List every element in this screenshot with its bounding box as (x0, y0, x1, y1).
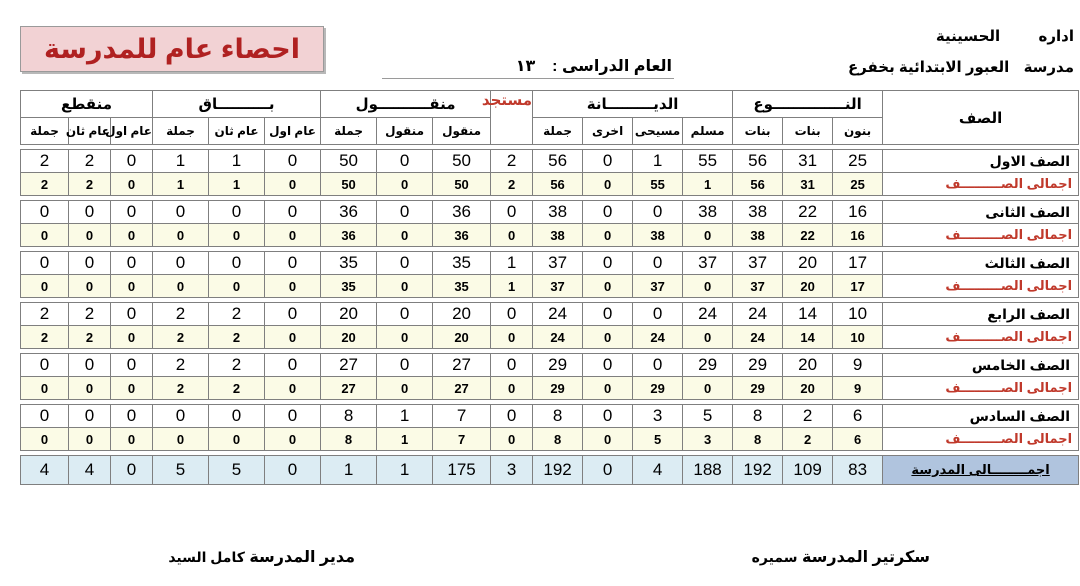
table-cell: 50 (433, 150, 491, 173)
table-cell: 0 (21, 252, 69, 275)
table-cell: 29 (533, 377, 583, 400)
table-cell: 37 (633, 275, 683, 298)
table-cell: 0 (491, 377, 533, 400)
grade-row (21, 201, 1079, 224)
table-cell: 2 (491, 150, 533, 173)
table-cell: 0 (265, 275, 321, 298)
grand-cell: 0 (111, 456, 153, 485)
year-label: العام الدراسى : (552, 58, 672, 75)
table-cell: 0 (491, 354, 533, 377)
table-cell: 0 (683, 275, 733, 298)
table-cell: 0 (209, 405, 265, 428)
table-cell: 9 (833, 377, 883, 400)
table-cell: 0 (265, 224, 321, 247)
sub-header: جملة (153, 118, 209, 145)
grade-name: الصف الاول (883, 150, 1079, 173)
table-cell: 36 (321, 224, 377, 247)
table-cell: 8 (321, 428, 377, 451)
grade-total-label: اجمالى الصـــــــــف (883, 224, 1079, 247)
table-cell: 3 (633, 405, 683, 428)
table-cell: 2 (69, 303, 111, 326)
table-cell: 2 (153, 303, 209, 326)
grand-cell: 109 (783, 456, 833, 485)
table-cell: 0 (377, 201, 433, 224)
grand-cell: 83 (833, 456, 883, 485)
table-cell: 37 (683, 252, 733, 275)
table-cell: 38 (533, 224, 583, 247)
table-cell: 0 (583, 150, 633, 173)
table-cell: 8 (321, 405, 377, 428)
table-cell: 25 (833, 173, 883, 196)
table-cell: 14 (783, 303, 833, 326)
table-cell: 20 (433, 303, 491, 326)
table-cell: 0 (111, 150, 153, 173)
table-cell: 56 (733, 173, 783, 196)
table-cell: 0 (491, 326, 533, 349)
director-signature (168, 547, 355, 567)
sub-header: عام ثان (209, 118, 265, 145)
sub-header: عام ثان (69, 118, 111, 145)
grade-total-row (21, 428, 1079, 451)
table-cell: 0 (583, 354, 633, 377)
sub-header: عام اول (111, 118, 153, 145)
table-cell: 29 (683, 354, 733, 377)
table-cell: 0 (265, 428, 321, 451)
sub-header: منقول (377, 118, 433, 145)
table-cell: 31 (783, 150, 833, 173)
sub-header: جملة (21, 118, 69, 145)
table-cell: 6 (833, 405, 883, 428)
table-cell: 0 (583, 326, 633, 349)
table-cell: 24 (683, 303, 733, 326)
table-cell: 1 (377, 405, 433, 428)
table-cell: 7 (433, 428, 491, 451)
grade-rows (21, 145, 1079, 451)
school-line (848, 58, 1074, 76)
table-cell: 27 (433, 377, 491, 400)
table-cell: 37 (533, 275, 583, 298)
table-cell: 0 (21, 224, 69, 247)
table-cell: 0 (633, 354, 683, 377)
table-cell: 0 (683, 377, 733, 400)
table-cell: 1 (209, 150, 265, 173)
group-manqool-header: منقــــــــــول (321, 91, 491, 118)
table-cell: 0 (265, 150, 321, 173)
table-cell: 0 (209, 275, 265, 298)
table-cell: 56 (733, 150, 783, 173)
table-cell: 29 (533, 354, 583, 377)
table-cell: 2 (69, 173, 111, 196)
table-cell: 0 (265, 252, 321, 275)
table-cell: 2 (209, 377, 265, 400)
table-cell: 0 (377, 252, 433, 275)
table-cell: 0 (69, 275, 111, 298)
table-cell: 0 (21, 354, 69, 377)
table-cell: 27 (321, 377, 377, 400)
table-cell: 0 (377, 173, 433, 196)
table-cell: 8 (733, 428, 783, 451)
grand-cell: 5 (209, 456, 265, 485)
table-cell: 0 (491, 303, 533, 326)
group-diyana-header: الديـــــــــانة (533, 91, 733, 118)
grade-total-row (21, 173, 1079, 196)
table-cell: 8 (533, 428, 583, 451)
table-cell: 25 (833, 150, 883, 173)
table-cell: 2 (21, 303, 69, 326)
table-cell: 22 (783, 201, 833, 224)
table-cell: 0 (153, 224, 209, 247)
table-cell: 0 (111, 252, 153, 275)
table-cell: 20 (783, 252, 833, 275)
table-cell: 0 (111, 326, 153, 349)
grade-total-label: اجمالى الصـــــــــف (883, 428, 1079, 451)
table-cell: 36 (433, 224, 491, 247)
table-cell: 2 (21, 326, 69, 349)
table-cell: 1 (683, 173, 733, 196)
table-cell: 1 (633, 150, 683, 173)
table-cell: 0 (583, 377, 633, 400)
table-cell: 38 (733, 201, 783, 224)
grade-total-row (21, 275, 1079, 298)
table-cell: 1 (153, 173, 209, 196)
grade-total-label: اجمالى الصـــــــــف (883, 173, 1079, 196)
grade-row (21, 150, 1079, 173)
grade-total-row (21, 224, 1079, 247)
table-cell: 0 (21, 275, 69, 298)
table-cell: 29 (633, 377, 683, 400)
grade-total-label: اجمالى الصـــــــــف (883, 377, 1079, 400)
table-cell: 31 (783, 173, 833, 196)
table-cell: 36 (321, 201, 377, 224)
table-cell: 29 (733, 377, 783, 400)
group-baq-header: بــــــــــاق (153, 91, 321, 118)
table-cell: 0 (377, 326, 433, 349)
secretary-signature (752, 547, 930, 567)
table-cell: 2 (209, 303, 265, 326)
grand-cell: 4 (21, 456, 69, 485)
table-cell: 0 (69, 201, 111, 224)
idara-value: الحسينية (935, 28, 1001, 45)
group-munqati-header: منقطع (21, 91, 153, 118)
table-cell: 14 (783, 326, 833, 349)
table-cell: 0 (265, 303, 321, 326)
table-cell: 0 (491, 224, 533, 247)
table-cell: 20 (321, 303, 377, 326)
grade-name: الصف الرابع (883, 303, 1079, 326)
table-cell: 0 (377, 150, 433, 173)
table-cell: 50 (321, 150, 377, 173)
sub-header: بنات (733, 118, 783, 145)
grand-cell: 0 (265, 456, 321, 485)
table-cell: 37 (733, 275, 783, 298)
table-cell: 1 (491, 275, 533, 298)
grand-cell: 1 (321, 456, 377, 485)
table-cell: 0 (683, 326, 733, 349)
table-cell: 0 (583, 224, 633, 247)
table-cell: 0 (153, 428, 209, 451)
table-cell: 24 (533, 303, 583, 326)
table-cell: 0 (111, 173, 153, 196)
grade-total-row (21, 377, 1079, 400)
grand-cell: 5 (153, 456, 209, 485)
year-value: ١٣ (515, 58, 536, 75)
table-cell: 0 (633, 252, 683, 275)
grand-cell: 192 (733, 456, 783, 485)
table-cell: 2 (21, 173, 69, 196)
table-cell: 0 (583, 275, 633, 298)
table-cell: 2 (783, 405, 833, 428)
table-cell: 2 (153, 326, 209, 349)
table-cell: 37 (733, 252, 783, 275)
table-cell: 0 (111, 303, 153, 326)
table-cell: 36 (433, 201, 491, 224)
table-cell: 0 (265, 354, 321, 377)
table-cell: 1 (377, 428, 433, 451)
table-cell: 0 (265, 173, 321, 196)
table-cell: 0 (111, 275, 153, 298)
table-cell: 56 (533, 150, 583, 173)
table-cell: 0 (209, 428, 265, 451)
idara-label: اداره (1038, 28, 1074, 45)
table-cell: 0 (683, 224, 733, 247)
table-cell: 1 (153, 150, 209, 173)
sub-header: بنون (833, 118, 883, 145)
table-cell: 35 (321, 252, 377, 275)
table-cell: 0 (111, 201, 153, 224)
grand-cell: 175 (433, 456, 491, 485)
table-cell: 24 (633, 326, 683, 349)
table-cell: 20 (321, 326, 377, 349)
director-name: كامل السيد (168, 549, 245, 565)
table-cell: 2 (153, 354, 209, 377)
group-naw-header: النــــــــــــــوع (733, 91, 883, 118)
table-cell: 55 (683, 150, 733, 173)
table-cell: 0 (377, 224, 433, 247)
table-cell: 0 (111, 428, 153, 451)
grade-name: الصف الخامس (883, 354, 1079, 377)
table-cell: 0 (265, 201, 321, 224)
table-cell: 0 (583, 428, 633, 451)
stats-table (20, 90, 1079, 485)
table-cell: 9 (833, 354, 883, 377)
year-underline (382, 78, 674, 79)
table-cell: 0 (21, 201, 69, 224)
table-cell: 0 (209, 201, 265, 224)
grade-total-row (21, 326, 1079, 349)
table-cell: 20 (783, 354, 833, 377)
grade-total-label: اجمالى الصـــــــــف (883, 326, 1079, 349)
school-value: العبور الابتدائية بخفرع (847, 59, 1010, 76)
grade-total-label: اجمالى الصـــــــــف (883, 275, 1079, 298)
table-cell: 35 (433, 252, 491, 275)
grade-row (21, 354, 1079, 377)
title-box (20, 26, 324, 72)
table-cell: 0 (69, 354, 111, 377)
table-cell: 2 (209, 354, 265, 377)
table-cell: 3 (683, 428, 733, 451)
table-cell: 0 (265, 377, 321, 400)
secretary-name: سميره (751, 549, 798, 565)
table-cell: 0 (377, 377, 433, 400)
table-cell: 22 (783, 224, 833, 247)
sub-header: منقول (433, 118, 491, 145)
table-cell: 17 (833, 275, 883, 298)
grade-name: الصف الثالث (883, 252, 1079, 275)
table-cell: 20 (433, 326, 491, 349)
table-cell: 1 (209, 173, 265, 196)
table-cell: 2 (21, 150, 69, 173)
grand-cell: 4 (633, 456, 683, 485)
idara-line (936, 27, 1074, 45)
table-cell: 27 (433, 354, 491, 377)
grand-total-label: اجمــــــــالى المدرسة (883, 456, 1079, 485)
table-cell: 55 (633, 173, 683, 196)
table-cell: 0 (491, 405, 533, 428)
table-cell: 0 (377, 354, 433, 377)
table-cell: 20 (783, 377, 833, 400)
table-cell: 0 (69, 224, 111, 247)
grade-name: الصف الثانى (883, 201, 1079, 224)
school-label: مدرسة (1023, 59, 1074, 76)
table-cell: 2 (69, 150, 111, 173)
table-cell: 35 (433, 275, 491, 298)
table-cell: 0 (209, 224, 265, 247)
table-cell: 0 (21, 377, 69, 400)
table-cell: 0 (209, 252, 265, 275)
table-cell: 10 (833, 326, 883, 349)
table-cell: 50 (321, 173, 377, 196)
table-cell: 38 (733, 224, 783, 247)
table-cell: 0 (111, 405, 153, 428)
grade-row (21, 303, 1079, 326)
table-cell: 0 (491, 201, 533, 224)
table-cell: 2 (491, 173, 533, 196)
table-cell: 2 (153, 377, 209, 400)
col-saf-header: الصف (883, 91, 1079, 145)
table-cell: 7 (433, 405, 491, 428)
table-cell: 0 (583, 303, 633, 326)
grade-row (21, 405, 1079, 428)
table-cell: 0 (69, 377, 111, 400)
table-cell: 37 (533, 252, 583, 275)
table-cell: 24 (533, 326, 583, 349)
table-cell: 0 (491, 428, 533, 451)
table-cell: 0 (583, 173, 633, 196)
col-mustajad-header: مستجد (491, 91, 533, 145)
grand-cell: 0 (583, 456, 633, 485)
table-cell: 35 (321, 275, 377, 298)
table-cell: 38 (533, 201, 583, 224)
table-cell: 10 (833, 303, 883, 326)
table-cell: 16 (833, 201, 883, 224)
sub-header: بنات (783, 118, 833, 145)
grand-cell: 3 (491, 456, 533, 485)
table-cell: 0 (69, 405, 111, 428)
grand-cell: 192 (533, 456, 583, 485)
table-cell: 6 (833, 428, 883, 451)
table-cell: 16 (833, 224, 883, 247)
page-title: احصاء عام للمدرسة (44, 33, 300, 64)
table-cell: 0 (111, 224, 153, 247)
secretary-label: سكرتير المدرسة (801, 549, 930, 566)
table-cell: 0 (583, 201, 633, 224)
grand-cell: 188 (683, 456, 733, 485)
table-cell: 0 (265, 405, 321, 428)
table-cell: 38 (683, 201, 733, 224)
table-cell: 0 (111, 377, 153, 400)
table-cell: 0 (583, 405, 633, 428)
grade-row (21, 252, 1079, 275)
table-cell: 17 (833, 252, 883, 275)
header-row-groups (21, 91, 1079, 118)
table-cell: 0 (153, 275, 209, 298)
table-cell: 0 (153, 201, 209, 224)
sub-header: اخرى (583, 118, 633, 145)
table-cell: 0 (377, 303, 433, 326)
table-cell: 2 (209, 326, 265, 349)
table-cell: 24 (733, 326, 783, 349)
table-cell: 2 (783, 428, 833, 451)
table-cell: 0 (21, 405, 69, 428)
table-cell: 0 (265, 326, 321, 349)
table-cell: 0 (377, 275, 433, 298)
table-cell: 20 (783, 275, 833, 298)
grand-cell: 1 (377, 456, 433, 485)
table-cell: 0 (633, 201, 683, 224)
grand-cell: 4 (69, 456, 111, 485)
table-cell: 8 (733, 405, 783, 428)
table-cell: 5 (683, 405, 733, 428)
table-cell: 50 (433, 173, 491, 196)
director-label: مدير المدرسة (249, 549, 355, 566)
table-cell: 0 (69, 252, 111, 275)
table-cell: 24 (733, 303, 783, 326)
table-cell: 2 (69, 326, 111, 349)
table-cell: 5 (633, 428, 683, 451)
sub-header: عام اول (265, 118, 321, 145)
sub-header: جملة (533, 118, 583, 145)
grade-name: الصف السادس (883, 405, 1079, 428)
grand-total-row (21, 456, 1079, 485)
table-cell: 56 (533, 173, 583, 196)
sub-header: مسلم (683, 118, 733, 145)
table-cell: 27 (321, 354, 377, 377)
table-cell: 1 (491, 252, 533, 275)
table-cell: 0 (583, 252, 633, 275)
sub-header: جملة (321, 118, 377, 145)
table-cell: 0 (153, 252, 209, 275)
table-cell: 0 (633, 303, 683, 326)
table-cell: 38 (633, 224, 683, 247)
table-cell: 29 (733, 354, 783, 377)
table-cell: 0 (69, 428, 111, 451)
table-cell: 8 (533, 405, 583, 428)
table-cell: 0 (21, 428, 69, 451)
year-line (516, 56, 672, 76)
table-cell: 0 (153, 405, 209, 428)
sub-header: مسيحى (633, 118, 683, 145)
table-cell: 0 (111, 354, 153, 377)
